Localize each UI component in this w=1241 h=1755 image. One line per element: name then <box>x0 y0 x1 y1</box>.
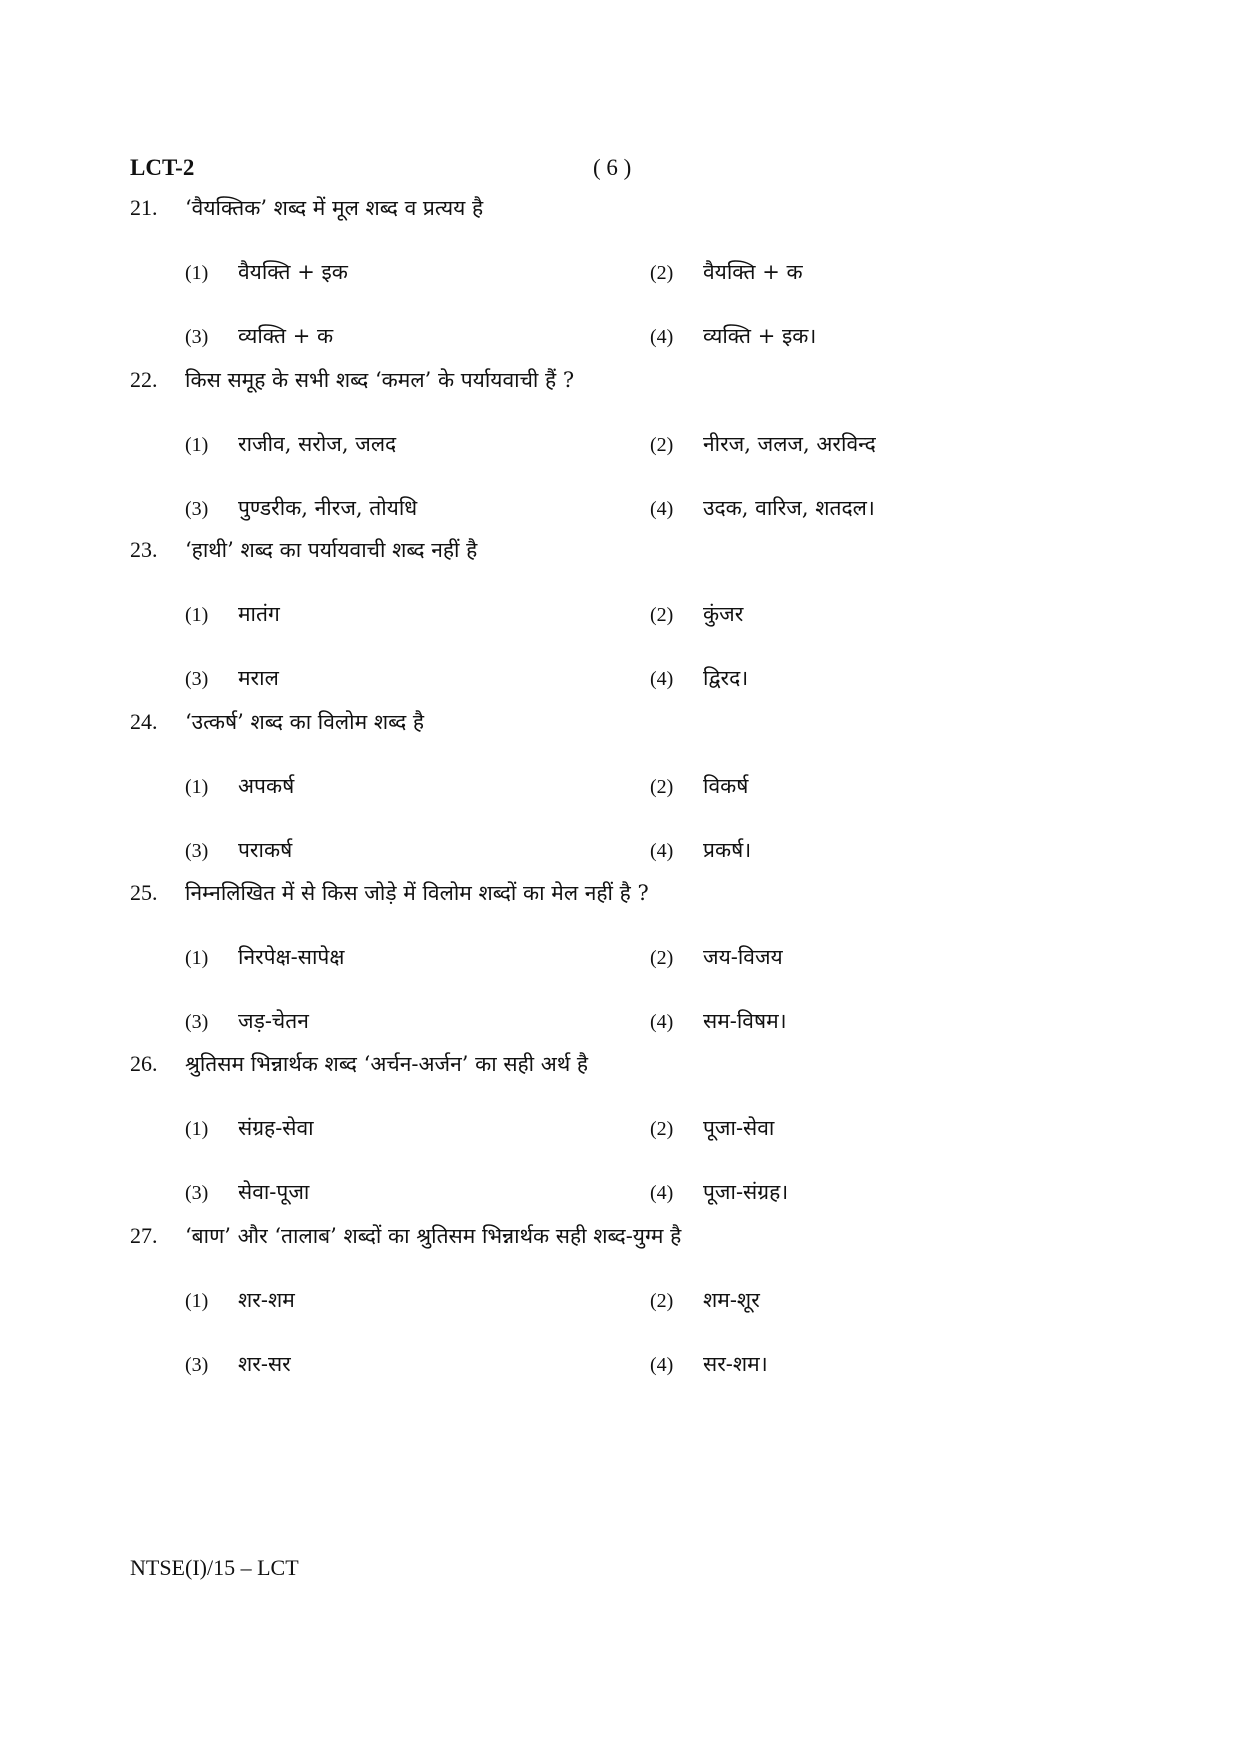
option-number: (3) <box>185 326 209 348</box>
question-number: 26. <box>130 1051 158 1076</box>
option-text: शर-सर <box>238 1352 291 1376</box>
question-27 <box>130 1216 1130 1384</box>
option-text: पराकर्ष <box>238 838 293 862</box>
option-number: (2) <box>650 262 674 284</box>
option-number: (1) <box>185 434 209 456</box>
option-number: (3) <box>185 1182 209 1204</box>
option-1 <box>185 1280 295 1320</box>
option-text: व्यक्ति + इक। <box>703 324 817 348</box>
option-3 <box>185 488 417 528</box>
option-2 <box>650 1108 774 1148</box>
option-number: (1) <box>185 1290 209 1312</box>
question-text: ‘वैयक्तिक’ शब्द में मूल शब्द व प्रत्यय है <box>185 196 484 220</box>
options-grid <box>130 228 1130 356</box>
option-text: निरपेक्ष-सापेक्ष <box>238 945 345 969</box>
question-number: 25. <box>130 880 158 905</box>
options-grid <box>130 570 1130 698</box>
option-number: (4) <box>650 1354 674 1376</box>
option-text: सर-शम। <box>703 1352 768 1376</box>
option-number: (1) <box>185 947 209 969</box>
option-text: द्विरद। <box>703 666 749 690</box>
option-2 <box>650 594 743 634</box>
option-4 <box>650 488 875 528</box>
option-text: जड़-चेतन <box>238 1009 309 1033</box>
option-number: (2) <box>650 776 674 798</box>
option-1 <box>185 1108 314 1148</box>
option-number: (4) <box>650 326 674 348</box>
option-3 <box>185 658 279 698</box>
option-3 <box>185 1001 309 1041</box>
option-number: (1) <box>185 1118 209 1140</box>
option-1 <box>185 766 294 806</box>
option-2 <box>650 424 876 464</box>
option-text: मराल <box>238 666 279 690</box>
question-number: 21. <box>130 195 158 220</box>
question-text: ‘हाथी’ शब्द का पर्यायवाची शब्द नहीं है <box>185 538 478 562</box>
option-text: विकर्ष <box>703 774 749 798</box>
option-text: सम-विषम। <box>703 1009 787 1033</box>
option-text: अपकर्ष <box>238 774 295 798</box>
paper-code: LCT-2 <box>130 155 195 180</box>
option-2 <box>650 937 783 977</box>
option-2 <box>650 252 803 292</box>
option-text: वैयक्ति + इक <box>238 260 348 284</box>
question-line <box>130 188 1130 228</box>
option-number: (3) <box>185 1354 209 1376</box>
question-number: 22. <box>130 367 158 392</box>
option-text: शर-शम <box>238 1288 295 1312</box>
question-text: किस समूह के सभी शब्द ‘कमल’ के पर्यायवाची हैं ? <box>185 368 575 392</box>
option-text: राजीव, सरोज, जलद <box>238 432 397 456</box>
option-number: (2) <box>650 434 674 456</box>
option-4 <box>650 1172 788 1212</box>
page-footer: NTSE(I)/15 – LCT <box>130 1555 299 1580</box>
option-3 <box>185 830 292 870</box>
option-number: (4) <box>650 1011 674 1033</box>
option-1 <box>185 594 280 634</box>
question-text: ‘उत्कर्ष’ शब्द का विलोम शब्द है <box>185 710 425 734</box>
question-number: 27. <box>130 1223 158 1248</box>
option-number: (3) <box>185 668 209 690</box>
question-text: निम्नलिखित में से किस जोड़े में विलोम शब्दों का मेल नहीं है ? <box>185 881 649 905</box>
option-text: कुंजर <box>703 602 744 626</box>
question-line <box>130 1044 1130 1084</box>
question-line <box>130 702 1130 742</box>
options-grid <box>130 1084 1130 1212</box>
question-number: 24. <box>130 709 158 734</box>
option-text: सेवा-पूजा <box>238 1180 310 1204</box>
question-24 <box>130 702 1130 870</box>
option-text: शम-शूर <box>703 1288 760 1312</box>
question-line <box>130 1216 1130 1256</box>
question-number: 23. <box>130 537 158 562</box>
option-text: पूजा-सेवा <box>703 1116 775 1140</box>
options-grid <box>130 913 1130 1041</box>
option-number: (4) <box>650 668 674 690</box>
option-text: वैयक्ति + क <box>703 260 803 284</box>
option-number: (2) <box>650 604 674 626</box>
option-text: व्यक्ति + क <box>238 324 334 348</box>
option-2 <box>650 1280 760 1320</box>
option-number: (2) <box>650 1118 674 1140</box>
option-text: पूजा-संग्रह। <box>703 1180 789 1204</box>
option-text: प्रकर्ष। <box>703 838 752 862</box>
option-4 <box>650 1001 787 1041</box>
option-text: पुण्डरीक, नीरज, तोयधि <box>238 496 418 520</box>
options-grid <box>130 400 1130 528</box>
option-number: (2) <box>650 947 674 969</box>
question-23 <box>130 530 1130 698</box>
option-number: (4) <box>650 840 674 862</box>
option-number: (1) <box>185 776 209 798</box>
option-number: (1) <box>185 262 209 284</box>
option-4 <box>650 1344 768 1384</box>
option-number: (3) <box>185 1011 209 1033</box>
option-2 <box>650 766 748 806</box>
option-4 <box>650 658 748 698</box>
option-3 <box>185 316 333 356</box>
option-3 <box>185 1172 309 1212</box>
question-22 <box>130 360 1130 528</box>
question-26 <box>130 1044 1130 1212</box>
option-text: जय-विजय <box>703 945 783 969</box>
option-number: (4) <box>650 1182 674 1204</box>
question-line <box>130 360 1130 400</box>
option-text: नीरज, जलज, अरविन्द <box>703 432 876 456</box>
option-number: (1) <box>185 604 209 626</box>
option-1 <box>185 252 348 292</box>
option-number: (4) <box>650 498 674 520</box>
option-text: मातंग <box>238 602 280 626</box>
question-line <box>130 530 1130 570</box>
question-text: ‘बाण’ और ‘तालाब’ शब्दों का श्रुतिसम भिन्नार्थक सही शब्द-युग्म है <box>185 1224 682 1248</box>
option-number: (3) <box>185 498 209 520</box>
option-4 <box>650 316 816 356</box>
option-number: (2) <box>650 1290 674 1312</box>
options-grid <box>130 742 1130 870</box>
option-number: (3) <box>185 840 209 862</box>
option-text: संग्रह-सेवा <box>238 1116 314 1140</box>
question-25 <box>130 873 1130 1041</box>
option-1 <box>185 937 344 977</box>
question-text: श्रुतिसम भिन्नार्थक शब्द ‘अर्चन-अर्जन’ का सही अर्थ है <box>185 1052 589 1076</box>
question-21 <box>130 188 1130 356</box>
option-3 <box>185 1344 291 1384</box>
page-number: ( 6 ) <box>593 155 632 180</box>
option-4 <box>650 830 751 870</box>
option-text: उदक, वारिज, शतदल। <box>703 496 875 520</box>
option-1 <box>185 424 396 464</box>
options-grid <box>130 1256 1130 1384</box>
question-line <box>130 873 1130 913</box>
